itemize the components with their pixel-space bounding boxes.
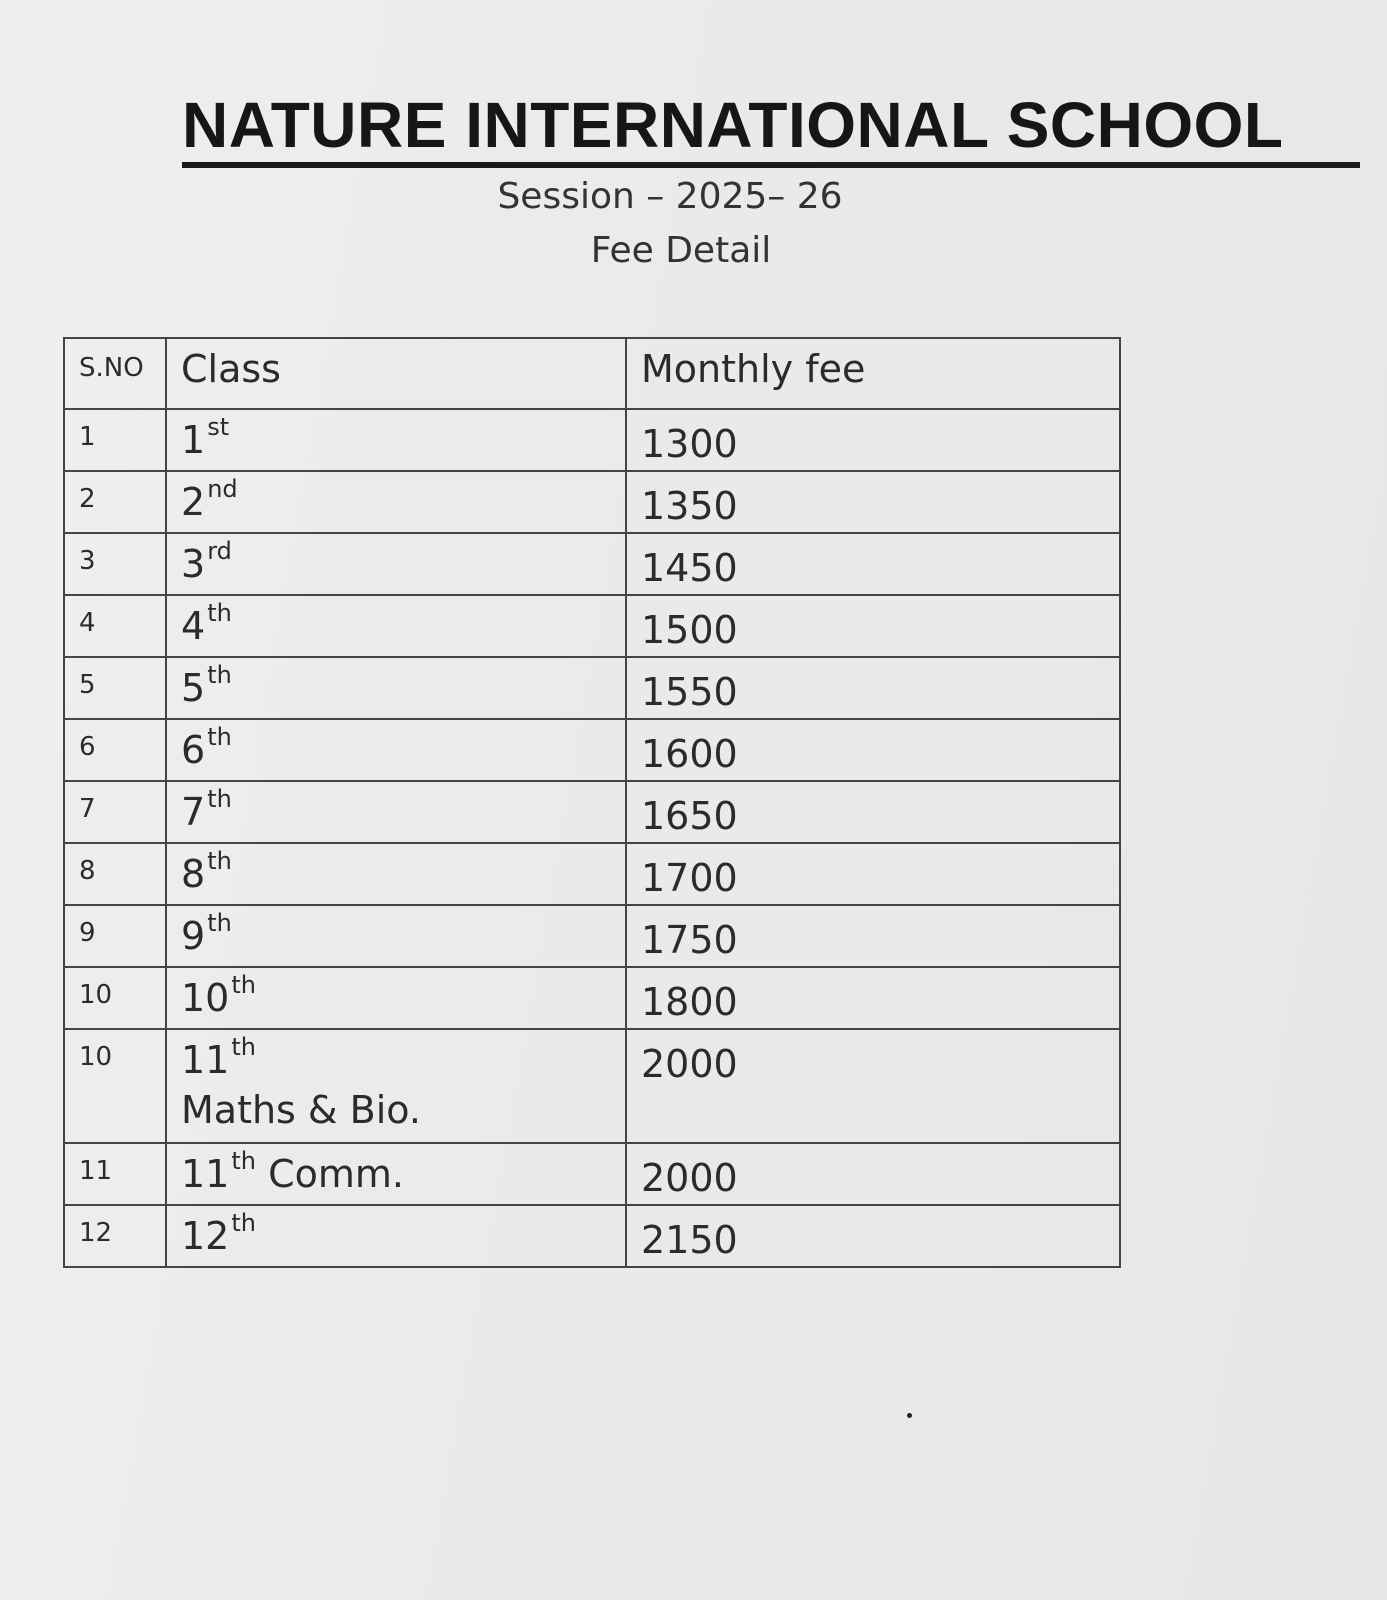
cell-class [166,409,626,471]
cell-monthly-fee: 1650 [626,781,1120,843]
class-ordinal-suffix: th [207,785,232,813]
cell-monthly-fee: 1800 [626,967,1120,1029]
class-number: 11 [181,1152,230,1196]
cell-sno: 1 [64,409,166,471]
class-ordinal-suffix: th [207,847,232,875]
cell-class [166,1205,626,1267]
class-number: 11 [181,1038,230,1082]
cell-monthly-fee: 1750 [626,905,1120,967]
cell-sno: 12 [64,1205,166,1267]
table-row [64,719,1120,781]
class-ordinal-suffix: th [207,909,232,937]
cell-sno: 3 [64,533,166,595]
table-row [64,905,1120,967]
class-number: 7 [181,790,206,834]
class-ordinal-suffix: th [231,1147,256,1175]
cell-monthly-fee: 1300 [626,409,1120,471]
table-row [64,1205,1120,1267]
table-row [64,843,1120,905]
table-row [64,533,1120,595]
table-header-row [64,338,1120,409]
class-number: 2 [181,480,206,524]
column-header-class: Class [166,338,626,409]
speck-mark [907,1413,912,1418]
table-row [64,657,1120,719]
column-header-monthly-fee: Monthly fee [626,338,1120,409]
cell-sno: 11 [64,1143,166,1205]
cell-class [166,967,626,1029]
class-number: 12 [181,1214,230,1258]
class-ordinal-suffix: th [207,599,232,627]
class-stream: Comm. [255,1152,404,1196]
cell-sno: 5 [64,657,166,719]
class-ordinal-suffix: th [231,1033,256,1061]
class-number: 9 [181,914,206,958]
class-number: 5 [181,666,206,710]
cell-monthly-fee: 1450 [626,533,1120,595]
cell-monthly-fee: 1350 [626,471,1120,533]
cell-sno: 10 [64,967,166,1029]
class-ordinal-suffix: th [231,1209,256,1237]
class-ordinal-suffix: th [231,971,256,999]
cell-monthly-fee: 1700 [626,843,1120,905]
class-number: 1 [181,418,206,462]
table-row [64,595,1120,657]
table-row [64,781,1120,843]
cell-monthly-fee: 2150 [626,1205,1120,1267]
school-title: NATURE INTERNATIONAL SCHOOL [182,89,1284,161]
class-number: 10 [181,976,230,1020]
cell-monthly-fee: 1500 [626,595,1120,657]
table-row [64,471,1120,533]
class-ordinal-suffix: rd [207,537,232,565]
class-ordinal-suffix: st [207,413,230,441]
cell-sno: 9 [64,905,166,967]
cell-sno: 6 [64,719,166,781]
column-header-sno: S.NO [64,338,166,409]
table-row [64,409,1120,471]
table-row [64,967,1120,1029]
title-underline [182,162,1360,168]
class-number: 8 [181,852,206,896]
cell-monthly-fee: 1600 [626,719,1120,781]
cell-class [166,471,626,533]
table-row [64,1143,1120,1205]
cell-sno: 2 [64,471,166,533]
cell-monthly-fee: 1550 [626,657,1120,719]
class-stream-note: Maths & Bio. [181,1088,421,1132]
cell-monthly-fee: 2000 [626,1029,1120,1143]
fee-table [63,337,1121,1268]
cell-sno: 10 [64,1029,166,1143]
cell-class [166,533,626,595]
cell-sno: 4 [64,595,166,657]
class-number: 3 [181,542,206,586]
cell-sno: 8 [64,843,166,905]
cell-class [166,781,626,843]
cell-class [166,595,626,657]
cell-sno: 7 [64,781,166,843]
class-number: 4 [181,604,206,648]
fee-detail-heading: Fee Detail [590,230,772,271]
cell-class [166,843,626,905]
cell-monthly-fee: 2000 [626,1143,1120,1205]
class-ordinal-suffix: th [207,661,232,689]
class-ordinal-suffix: th [207,723,232,751]
cell-class [166,1029,626,1143]
fee-table-body [64,409,1120,1267]
cell-class [166,657,626,719]
cell-class [166,719,626,781]
session-label: Session – 2025– 26 [497,176,843,217]
table-row [64,1029,1120,1143]
cell-class [166,1143,626,1205]
cell-class [166,905,626,967]
class-ordinal-suffix: nd [207,475,238,503]
class-number: 6 [181,728,206,772]
